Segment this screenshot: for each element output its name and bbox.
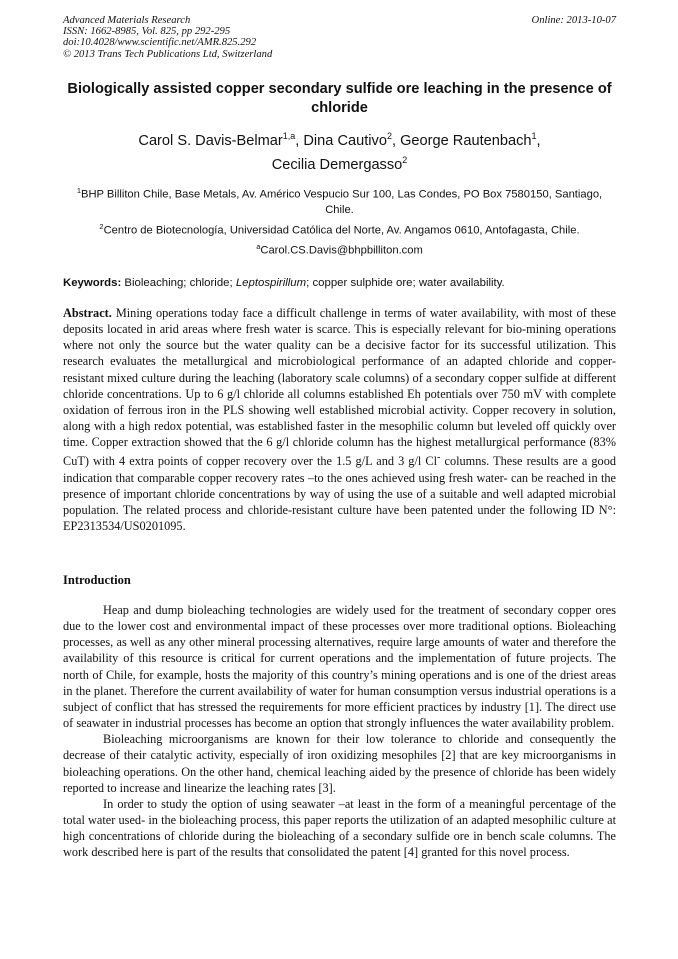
author-name: Cecilia Demergasso: [271, 156, 403, 173]
journal-doi: doi:10.4028/www.scientific.net/AMR.825.292: [63, 37, 257, 49]
abstract-label: Abstract.: [63, 306, 112, 320]
abstract: [63, 305, 616, 534]
journal-name: Advanced Materials Research: [63, 15, 191, 26]
affiliation-1: [63, 183, 616, 219]
author-superscript: 2: [402, 154, 408, 165]
journal-copyright: © 2013 Trans Tech Publications Ltd, Switzerland: [63, 48, 273, 60]
affiliation-superscript: 2: [99, 222, 104, 231]
email-superscript: a: [256, 242, 261, 251]
affiliation-text: Centro de Biotecnología, Universidad Católica del Norte, Av. Angamos 0610, Antofagasta, Chile.: [103, 224, 580, 237]
abstract-text-end: columns. These results are a good indication that comparable copper recovery rates –to the ones achieved using fresh water- can be reached in the presence of important chloride concentrations by way of using the use of a suitable and well adapted microbial population. The related process and chloride-resistant culture have been patented under the following ID N°: EP2313534/US0201095.: [63, 454, 616, 534]
paragraph: Bioleaching microorganisms are known for their low tolerance to chloride and consequently the decrease of their catalytic activity, especially of iron oxidizing mesophiles [2] that are key microorganisms in bioleaching operations. On the other hand, chemical leaching aided by the presence of chloride has been widely reported to increase and linearize the leaching rates [3].: [63, 732, 616, 795]
author-list: Carol S. Davis-Belmar$^{1,a}$, Dina Cautivo$^2$, George Rautenbach$^1$, Cecilia Demergasso$^2$: [138, 131, 541, 173]
author-superscript: 1,a: [282, 131, 296, 141]
paper-title: Biologically assisted copper secondary sulfide ore leaching in the presence of chloride: [67, 81, 612, 116]
introduction-body: [63, 602, 616, 861]
corresponding-email: [63, 239, 616, 259]
email-address[interactable]: Carol.CS.Davis@bhpbilliton.com: [260, 244, 423, 257]
author-name: George Rautenbach: [400, 132, 532, 149]
introduction-heading: Introduction: [63, 573, 131, 587]
keywords-text-end: ; copper sulphide ore; water availability.: [306, 277, 505, 289]
keywords-text: Bioleaching; chloride;: [121, 277, 236, 289]
author-name: Dina Cautivo: [303, 132, 387, 149]
author-name: Carol S. Davis-Belmar: [138, 132, 283, 149]
keywords: [63, 276, 616, 291]
paragraph: Heap and dump bioleaching technologies are widely used for the treatment of secondary copper ores due to the lower cost and environmental impact of these processes over more traditional options. Bioleaching processes, as well as any other mineral processing alternatives, require large amounts of water and therefore the availability of this resource is critical for current operations and the implementation of future projects. The north of Chile, for example, hosts the majority of this country’s mining operations and is one of the driest areas in the planet. Therefore the current availability of water for human consumption versus industrial operations is a subject of conflict that has stressed the requirements for more efficient practices by industry [1]. The direct use of seawater in industrial processes has become an option that strongly influences the water availability problem.: [63, 603, 616, 731]
paragraph: In order to study the option of using seawater –at least in the form of a meaningful percentage of the total water used- in the bioleaching process, this paper reports the utilization of an adapted mesophilic culture at high concentrations of chloride during the bioleaching of a secondary sulfide ore in bench scale columns. The work described here is part of the results that consolidated the patent [4] granted for this novel process.: [63, 796, 616, 860]
abstract-text: Mining operations today face a difficult challenge in terms of water availability, with most of these deposits located in arid areas where fresh water is scarce. This is especially relevant for bio-mining operations where not only the source but the water quality can be a decisive factor for its successful utilization. This research evaluates the metallurgical and microbiological performance of an adapted chloride and copper-resistant mixed culture during the leaching (laboratory scale columns) of a secondary copper sulfide at different chloride concentrations. Up to 6 g/l chloride all columns established Eh potentials over 750 mV with complete oxidation of ferrous iron in the PLS showing well established microbial activity. Copper recovery in solution, along with a high redox potential, was established faster in the mesophilic column but leveled off quickly over time. Copper extraction showed that the 6 g/l chloride column has the highest metallurgical performance (83% CuT) with 4 extra points of copper recovery over the 1.5 g/L and 3 g/l Cl: [63, 306, 616, 469]
journal-header: [63, 15, 616, 60]
keywords-italic: Leptospirillum: [235, 277, 307, 289]
affiliation-superscript: 1: [76, 186, 82, 195]
journal-issn: ISSN: 1662-8985, Vol. 825, pp 292-295: [63, 26, 231, 38]
abstract-superscript: -: [437, 452, 441, 464]
online-date: Online: 2013-10-07: [531, 15, 616, 26]
keywords-label: Keywords:: [63, 277, 122, 289]
affiliation-2: [63, 219, 616, 239]
author-superscript: 1: [531, 131, 537, 141]
affiliation-text: BHP Billiton Chile, Base Metals, Av. Américo Vespucio Sur 100, Las Condes, PO Box 7580150, Santiago, Chile.: [81, 188, 603, 217]
author-superscript: 2: [386, 131, 392, 141]
